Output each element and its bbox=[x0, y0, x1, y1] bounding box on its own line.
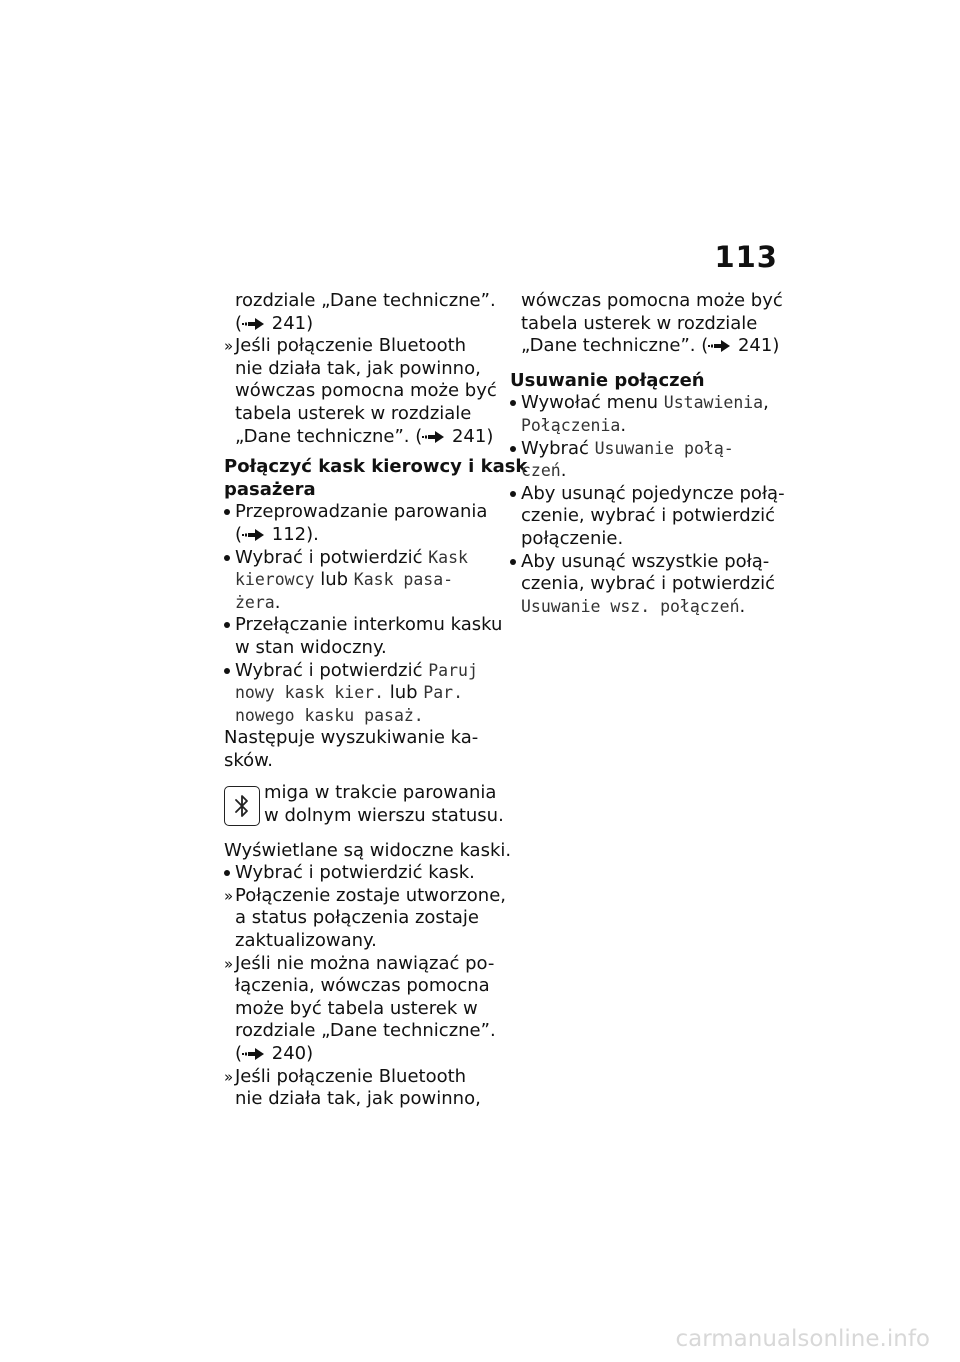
result-text: Wyświetlane są widoczne kaski. bbox=[224, 839, 512, 861]
bullet bbox=[224, 660, 235, 674]
ref-page: 241) bbox=[737, 335, 780, 357]
step-item: Wybrać i potwierdzić Paruj nowy kask kier. lub Par. nowego kasku pasaż. bbox=[224, 660, 494, 728]
arrow-right-icon bbox=[242, 529, 266, 541]
menu-option: Kask bbox=[428, 547, 468, 567]
result-marker: » bbox=[224, 954, 234, 973]
result-marker: » bbox=[224, 1067, 234, 1086]
arrow-right-icon bbox=[422, 431, 446, 443]
section-heading: Połączyć kask kierowcy i kask pasażera bbox=[224, 456, 528, 500]
menu-option: nowy kask kier. bbox=[235, 683, 385, 703]
step-item: Wybrać i potwierdzić kask. bbox=[224, 862, 494, 885]
bullet bbox=[510, 438, 521, 452]
note-line: „Dane techniczne”. ( 241) bbox=[235, 425, 494, 447]
step-item: Wybrać Usuwanie połą- czeń. bbox=[510, 438, 780, 483]
note-line: nie działa tak, jak powinno, bbox=[235, 357, 481, 379]
page-number: 113 bbox=[714, 240, 778, 274]
result-note: » Jeśli połączenie Bluetooth nie działa tak, jak powinno, bbox=[224, 1065, 481, 1110]
arrow-right-icon bbox=[242, 1048, 266, 1060]
step-item: Aby usunąć pojedyncze połą- czenie, wybrać i potwierdzić połączenie. bbox=[510, 483, 780, 551]
ref-page: 112). bbox=[271, 523, 319, 545]
menu-option: Połączenia bbox=[521, 415, 621, 435]
bullet bbox=[510, 551, 521, 565]
result-note bbox=[224, 335, 497, 448]
menu-option: Par. bbox=[423, 683, 464, 703]
arrow-right-icon bbox=[242, 318, 266, 330]
result-marker: » bbox=[224, 337, 234, 356]
ref-page: 241) bbox=[451, 425, 494, 447]
menu-option: kierowcy bbox=[235, 570, 315, 590]
result-note: » Jeśli nie można nawiązać po- łączenia, wówczas pomocna może być tabela usterek w rozdziale „Dane techniczne”. ( 240) bbox=[224, 952, 496, 1064]
note-line: tabela usterek w rozdziale bbox=[235, 402, 472, 424]
bullet bbox=[224, 862, 235, 876]
result-text: Następuje wyszukiwanie ka- bbox=[224, 727, 479, 749]
bullet bbox=[224, 547, 235, 561]
step-item: Aby usunąć wszystkie połą- czenia, wybrać i potwierdzić Usuwanie wsz. połączeń. bbox=[510, 551, 780, 619]
menu-option: nowego kasku pasaż. bbox=[235, 705, 424, 725]
bluetooth-icon bbox=[224, 786, 260, 826]
result-text: sków. bbox=[224, 749, 273, 771]
intro-line-1: rozdziale „Dane techniczne”. bbox=[235, 290, 496, 311]
step-item: Przełączanie interkomu kasku w stan widoczny. bbox=[224, 614, 494, 659]
bluetooth-status-note: miga w trakcie parowania w dolnym wierszu statusu. bbox=[224, 782, 494, 827]
step-item: Przeprowadzanie parowania ( 112). bbox=[224, 501, 494, 546]
bullet bbox=[510, 483, 521, 497]
note-line: wówczas pomocna może być bbox=[235, 380, 497, 402]
bullet bbox=[510, 392, 521, 406]
left-column bbox=[224, 290, 528, 1111]
ref-page: 240) bbox=[271, 1043, 314, 1064]
ref-page: 241) bbox=[271, 312, 314, 334]
menu-option: czeń bbox=[521, 461, 561, 481]
right-column bbox=[510, 290, 785, 618]
menu-option: Paruj bbox=[428, 660, 478, 680]
result-marker: » bbox=[224, 886, 234, 905]
bullet bbox=[224, 501, 235, 515]
continued-note: wówczas pomocna może być bbox=[521, 290, 783, 311]
bullet bbox=[224, 614, 235, 628]
section-heading: Usuwanie połączeń bbox=[510, 369, 705, 391]
menu-option: Ustawienia bbox=[663, 393, 764, 413]
step-item: Wybrać i potwierdzić Kask kierowcy lub Kask pasa- żera. bbox=[224, 547, 494, 615]
watermark: carmanualsonline.info bbox=[675, 1326, 930, 1352]
arrow-right-icon bbox=[708, 340, 732, 352]
continued-note: tabela usterek w rozdziale bbox=[521, 312, 758, 334]
note-line: Jeśli połączenie Bluetooth bbox=[235, 335, 467, 357]
menu-option: Usuwanie połą- bbox=[594, 438, 734, 458]
continued-note: „Dane techniczne”. ( 241) bbox=[521, 335, 780, 357]
menu-option: Usuwanie wsz. połączeń bbox=[521, 596, 740, 616]
menu-option: żera bbox=[235, 592, 275, 612]
step-item: Wywołać menu Ustawienia, Połączenia. bbox=[510, 392, 780, 437]
result-note: » Połączenie zostaje utworzone, a status połączenia zostaje zaktualizowany. bbox=[224, 884, 506, 952]
menu-option: Kask pasa- bbox=[353, 570, 454, 590]
intro-line-2: ( 241) bbox=[235, 312, 314, 334]
